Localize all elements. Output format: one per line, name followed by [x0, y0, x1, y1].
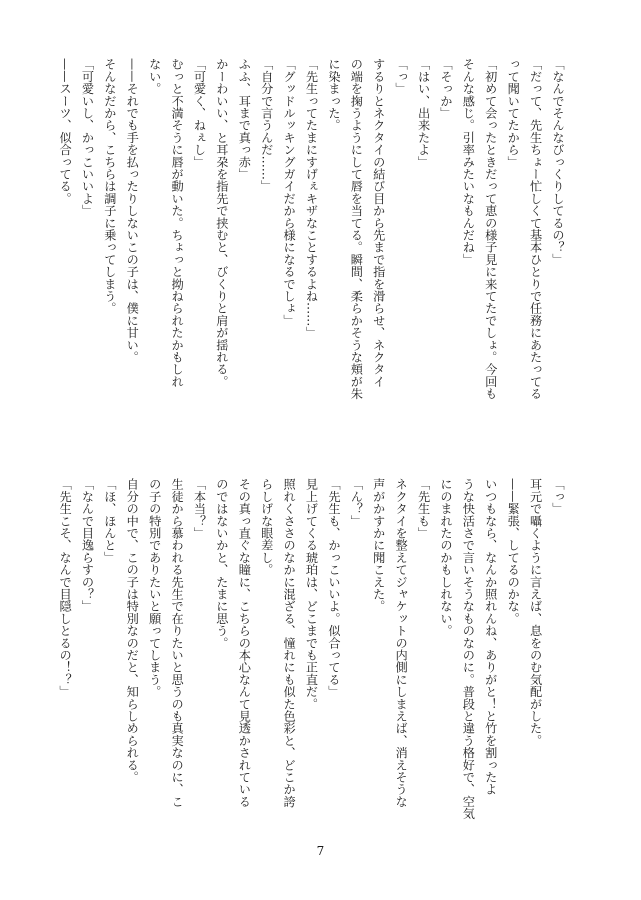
- text-line: 「っ」: [551, 478, 565, 515]
- text-line: 耳元で囁くように言えば、息をのむ気配がした。: [528, 478, 543, 747]
- text-line: ふふ、耳まで真っ赤」: [237, 58, 252, 180]
- text-line: 「本当？」: [192, 478, 207, 539]
- text-line: にのまれたのかもしれない。: [438, 478, 453, 637]
- text-line: 「ほ、ほんと」: [102, 478, 117, 564]
- text-line: かーわいい、と耳朶を指先で挟むと、びくりと肩が揺れる。: [214, 58, 229, 388]
- text-line: 「可愛いし、かっこいいよ」: [80, 58, 95, 217]
- text-line: 「可愛く、ねぇし」: [192, 58, 207, 168]
- text-line: 「なんで目逸らすの？」: [80, 478, 95, 613]
- text-block-lower: [54, 478, 569, 818]
- text-line: そんなだから、こちらは調子に乗ってしまう。: [102, 58, 117, 315]
- text-line: ない。: [147, 58, 162, 95]
- text-line: 「ん？」: [349, 478, 364, 527]
- text-line: 「なんでそんなびっくりしてるの？」: [551, 58, 565, 266]
- text-line: の子の特別でありたいと願ってしまう。: [147, 478, 162, 698]
- text-line: 「そっか」: [438, 58, 453, 119]
- text-line: のではないかと、たまに思う。: [214, 478, 229, 649]
- text-line: って聞いてたから」: [506, 58, 521, 168]
- page-number: 7: [316, 844, 325, 858]
- text-line: 「自分で言うんだ……」: [259, 58, 274, 193]
- text-line: するりとネクタイの結び目から先まで指を滑らせ、ネクタイ: [371, 58, 386, 388]
- text-line: の端を掬うようにして唇を当てる。瞬間、柔らかそうな頬が朱: [349, 58, 364, 400]
- text-line: うな快活さで言いそうなものなのに。普段と違う格好で、空気: [461, 478, 476, 820]
- text-line: 「先生こそ、なんで目隠しとるの！？」: [58, 478, 73, 698]
- text-line: むっと不満そうに唇が動いた。ちょっと拗ねられたかもしれ: [170, 58, 185, 388]
- text-line: 「初めて会ったときだって恵の様子見に来てたでしょ。今回も: [483, 58, 498, 400]
- text-line: 「グッドルッキングガイだから様になるでしょ」: [282, 58, 297, 327]
- text-line: 自分の中で、この子は特別なのだと、知らしめられる。: [125, 478, 140, 783]
- text-line: ネクタイを整えてジャケットの内側にしまえば、消えそうな: [394, 478, 409, 808]
- text-line: に染まった。: [326, 58, 341, 132]
- text-line: ——それでも手を払ったりしないこの子は、僕に甘い。: [125, 58, 140, 363]
- text-line: 「先生も」: [416, 478, 431, 539]
- text-line: ——緊張、してるのかな。: [506, 478, 521, 625]
- text-line: 声がかすかに聞こえた。: [371, 478, 386, 613]
- text-line: 「だって、先生ちょー忙しくて基本ひとりで任務にあたってる: [528, 58, 543, 400]
- text-block-upper: [54, 58, 569, 398]
- text-line: 見上げてくる琥珀は、どこまでも正直だ。: [304, 478, 319, 710]
- text-line: 「先生も、かっこいいよ。似合ってる」: [326, 478, 341, 698]
- text-line: 「はい、出来たよ」: [416, 58, 431, 168]
- text-line: ——スーツ、似合ってる。: [58, 58, 73, 205]
- text-line: 「先生ってたまにすげぇキザなことするよね……」: [304, 58, 319, 339]
- text-line: 「っ」: [394, 58, 409, 95]
- text-line: らしげな眼差し。: [259, 478, 274, 576]
- text-line: その真っ直ぐな瞳に、こちらの本心なんて見透かされている: [237, 478, 252, 808]
- text-line: いつもなら、なんか照れんね、ありがと！と竹を割ったよ: [483, 478, 498, 796]
- text-line: 照れくささのなかに混ざる、憧れにも似た色彩と、どこか誇: [282, 478, 297, 808]
- text-line: 生徒から慕われる先生で在りたいと思うのも真実なのに、こ: [170, 478, 185, 808]
- text-line: そんな感じ。引率みたいなもんだね」: [461, 58, 476, 266]
